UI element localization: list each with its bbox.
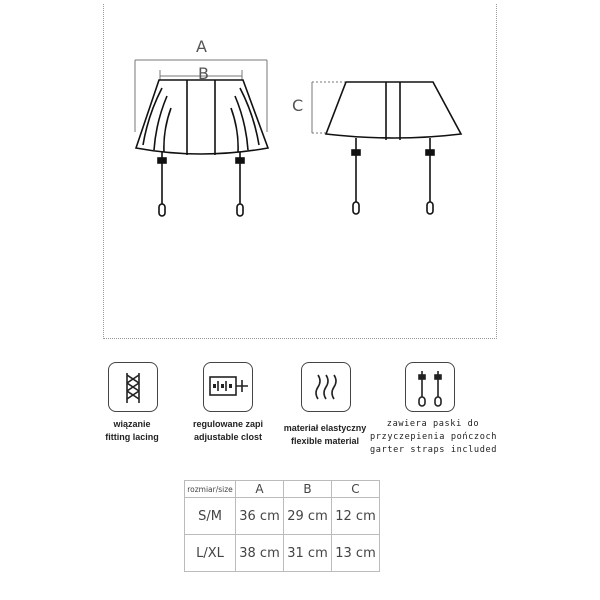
value-cell: 13 cm: [332, 535, 380, 572]
feature-label-pl: regulowane zapi: [192, 419, 263, 429]
feature-label-pl-2: przyczepienia pończoch: [370, 432, 498, 442]
feature-label-pl: materiał elastyczny: [283, 423, 367, 433]
dimension-c-label: C: [292, 96, 304, 115]
feature-label-en: fitting lacing: [105, 432, 159, 442]
table-row: [185, 535, 380, 572]
feature-lacing-text: [92, 418, 172, 444]
column-header-c: C: [332, 481, 380, 498]
feature-closure-text: [176, 418, 280, 444]
feature-elastic-text: [275, 422, 375, 448]
size-cell: S/M: [185, 498, 236, 535]
feature-label-en: flexible material: [290, 436, 360, 446]
closure-icon: [203, 362, 253, 412]
size-table-corner: rozmiar/size: [185, 481, 236, 498]
feature-label-pl-1: zawiera paski do: [386, 419, 480, 429]
column-header-a: A: [236, 481, 284, 498]
dimension-b-label: B: [198, 64, 209, 83]
size-table-header: [185, 481, 380, 498]
size-cell: L/XL: [185, 535, 236, 572]
dimension-a-label: A: [196, 37, 207, 56]
value-cell: 38 cm: [236, 535, 284, 572]
column-header-b: B: [284, 481, 332, 498]
front-view: [136, 80, 268, 216]
feature-label-en: garter straps included: [370, 445, 498, 455]
lacing-icon: [108, 362, 158, 412]
value-cell: 31 cm: [284, 535, 332, 572]
table-row: [185, 498, 380, 535]
value-cell: 29 cm: [284, 498, 332, 535]
value-cell: 36 cm: [236, 498, 284, 535]
value-cell: 12 cm: [332, 498, 380, 535]
feature-garter-text: [370, 418, 496, 457]
feature-label-en: adjustable clost: [193, 432, 263, 442]
size-table: [184, 480, 380, 572]
back-view: [326, 82, 461, 214]
garter-strap-icon: [405, 362, 455, 412]
elastic-icon: [301, 362, 351, 412]
feature-label-pl: wiązanie: [113, 419, 151, 429]
